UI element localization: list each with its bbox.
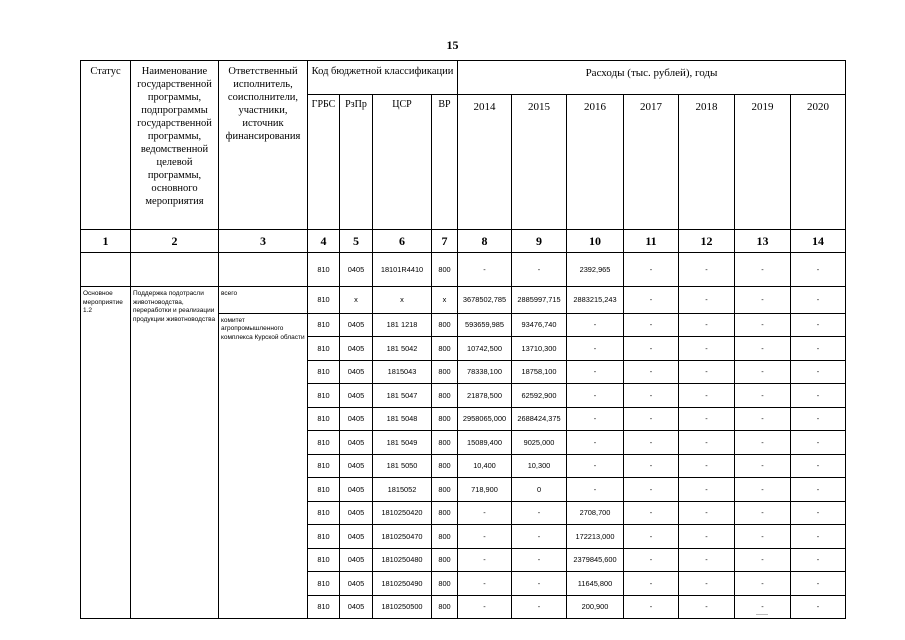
- table-cell: -: [624, 431, 679, 455]
- table-cell: 1810250500: [373, 595, 432, 619]
- column-number: 1: [81, 230, 131, 253]
- table-cell: 1810250480: [373, 548, 432, 572]
- table-cell: -: [735, 454, 791, 478]
- table-cell: -: [679, 548, 735, 572]
- table-cell: -: [735, 572, 791, 596]
- table-cell: 800: [432, 595, 458, 619]
- table-cell: 800: [432, 384, 458, 408]
- csr-header: ЦСР: [373, 95, 432, 230]
- table-cell: 10,400: [458, 454, 512, 478]
- table-cell: -: [735, 431, 791, 455]
- table-cell: -: [791, 572, 846, 596]
- table-cell: -: [567, 478, 624, 502]
- table-cell: -: [624, 337, 679, 361]
- table-cell: 810: [308, 337, 340, 361]
- table-cell: -: [735, 548, 791, 572]
- column-number: 4: [308, 230, 340, 253]
- budget-table: [80, 60, 846, 619]
- year-header: 2014: [458, 95, 512, 230]
- table-cell: -: [458, 595, 512, 619]
- table-cell: -: [735, 287, 791, 314]
- table-cell: 0405: [340, 454, 373, 478]
- table-cell: -: [512, 572, 567, 596]
- status-header: Статус: [81, 61, 131, 230]
- table-cell: -: [735, 501, 791, 525]
- table-cell: 62592,900: [512, 384, 567, 408]
- table-cell: -: [624, 313, 679, 337]
- table-cell: -: [735, 253, 791, 287]
- table-cell: -: [679, 454, 735, 478]
- table-cell: 15089,400: [458, 431, 512, 455]
- table-cell: -: [458, 548, 512, 572]
- table-cell: 810: [308, 287, 340, 314]
- table-cell: -: [679, 595, 735, 619]
- table-cell: 593659,985: [458, 313, 512, 337]
- table-cell: 13710,300: [512, 337, 567, 361]
- column-number: 7: [432, 230, 458, 253]
- table-cell: -: [735, 478, 791, 502]
- responsible-header: Ответственный исполнитель, соисполнители, участники, источник финансирования: [219, 61, 308, 230]
- table-cell: -: [735, 384, 791, 408]
- year-header: 2020: [791, 95, 846, 230]
- table-cell: -: [458, 501, 512, 525]
- table-cell: 800: [432, 478, 458, 502]
- table-cell: -: [624, 478, 679, 502]
- table-cell: -: [512, 253, 567, 287]
- year-header: 2017: [624, 95, 679, 230]
- table-cell: x: [340, 287, 373, 314]
- table-cell: 810: [308, 525, 340, 549]
- table-cell: -: [624, 572, 679, 596]
- table-cell: -: [679, 337, 735, 361]
- table-cell: -: [624, 253, 679, 287]
- table-cell: -: [679, 407, 735, 431]
- table-cell: -: [679, 253, 735, 287]
- table-cell: 810: [308, 595, 340, 619]
- table-cell: 0405: [340, 478, 373, 502]
- table-cell: 0405: [340, 384, 373, 408]
- table-cell: -: [624, 287, 679, 314]
- table-cell: 10742,500: [458, 337, 512, 361]
- table-cell: 810: [308, 478, 340, 502]
- table-cell: 1815043: [373, 360, 432, 384]
- table-cell: 810: [308, 384, 340, 408]
- table-cell: 2883215,243: [567, 287, 624, 314]
- table-cell: -: [735, 360, 791, 384]
- table-cell: x: [432, 287, 458, 314]
- table-cell: 800: [432, 407, 458, 431]
- table-cell: 0405: [340, 525, 373, 549]
- table-cell: -: [735, 313, 791, 337]
- table-cell: 181 5042: [373, 337, 432, 361]
- table-cell: 0405: [340, 501, 373, 525]
- table-cell: 10,300: [512, 454, 567, 478]
- table-cell: -: [735, 595, 791, 619]
- table-cell: 800: [432, 525, 458, 549]
- table-row: [81, 287, 846, 314]
- table-cell: -: [624, 501, 679, 525]
- table-cell: -: [679, 287, 735, 314]
- table-cell: -: [679, 572, 735, 596]
- table-cell: x: [373, 287, 432, 314]
- table-cell: -: [458, 572, 512, 596]
- year-header: 2015: [512, 95, 567, 230]
- vr-header: ВР: [432, 95, 458, 230]
- table-cell: -: [679, 313, 735, 337]
- table-cell: 1810250490: [373, 572, 432, 596]
- table-cell: -: [791, 360, 846, 384]
- table-cell: 810: [308, 501, 340, 525]
- table-cell: -: [567, 384, 624, 408]
- table-cell: 1810250470: [373, 525, 432, 549]
- table-cell: -: [567, 337, 624, 361]
- table-cell: 172213,000: [567, 525, 624, 549]
- column-number: 6: [373, 230, 432, 253]
- table-cell: -: [567, 407, 624, 431]
- table-cell: 800: [432, 431, 458, 455]
- table-cell: 0405: [340, 572, 373, 596]
- year-header: 2018: [679, 95, 735, 230]
- table-cell: 181 5050: [373, 454, 432, 478]
- column-number: 9: [512, 230, 567, 253]
- column-number: 2: [131, 230, 219, 253]
- table-cell: 2688424,375: [512, 407, 567, 431]
- rzpr-header: РзПр: [340, 95, 373, 230]
- table-cell: -: [624, 360, 679, 384]
- measure-executor: комитет агропромышленного комплекса Курской области: [219, 313, 308, 619]
- column-number: 3: [219, 230, 308, 253]
- table-cell: -: [735, 407, 791, 431]
- table-cell: -: [458, 253, 512, 287]
- table-cell: -: [791, 501, 846, 525]
- budget-code-header: Код бюджетной классификации: [308, 61, 458, 95]
- table-cell: -: [458, 525, 512, 549]
- table-cell: -: [791, 407, 846, 431]
- table-cell: -: [791, 478, 846, 502]
- table-cell: 800: [432, 501, 458, 525]
- table-cell: 800: [432, 313, 458, 337]
- table-cell: 3678502,785: [458, 287, 512, 314]
- table-cell: 810: [308, 572, 340, 596]
- column-number: 8: [458, 230, 512, 253]
- table-cell: 93476,740: [512, 313, 567, 337]
- table-cell: 810: [308, 548, 340, 572]
- table-cell: -: [624, 407, 679, 431]
- column-number: 11: [624, 230, 679, 253]
- table-cell: 0405: [340, 337, 373, 361]
- column-number: 5: [340, 230, 373, 253]
- table-cell: -: [735, 525, 791, 549]
- table-cell: 21878,500: [458, 384, 512, 408]
- table-cell: 810: [308, 407, 340, 431]
- column-number: 10: [567, 230, 624, 253]
- table-cell: 18758,100: [512, 360, 567, 384]
- column-number: 14: [791, 230, 846, 253]
- measure-name: Поддержка подотрасли животноводства, переработки и реализации продукции животноводства: [131, 287, 219, 619]
- table-cell: 1810250420: [373, 501, 432, 525]
- table-cell: -: [512, 525, 567, 549]
- table-cell: 0405: [340, 313, 373, 337]
- table-cell: -: [791, 454, 846, 478]
- table-cell: -: [512, 548, 567, 572]
- table-cell: -: [567, 454, 624, 478]
- table-cell: -: [624, 525, 679, 549]
- table-cell: -: [791, 253, 846, 287]
- table-cell: -: [624, 548, 679, 572]
- table-cell: -: [791, 384, 846, 408]
- table-cell: 810: [308, 431, 340, 455]
- empty-cell: [131, 253, 219, 287]
- table-cell: 0405: [340, 407, 373, 431]
- name-header: Наименование государственной программы, подпрограммы государственной программы, ведомственной целевой программы, основного мероприятия: [131, 61, 219, 230]
- table-cell: -: [735, 337, 791, 361]
- table-cell: 718,900: [458, 478, 512, 502]
- table-cell: 810: [308, 454, 340, 478]
- empty-cell: [219, 253, 308, 287]
- table-cell: 11645,800: [567, 572, 624, 596]
- table-cell: -: [679, 478, 735, 502]
- table-cell: -: [791, 313, 846, 337]
- table-row: [81, 253, 846, 287]
- table-cell: -: [567, 431, 624, 455]
- table-cell: -: [679, 384, 735, 408]
- table-cell: 78338,100: [458, 360, 512, 384]
- table-cell: 0405: [340, 360, 373, 384]
- table-cell: 2708,700: [567, 501, 624, 525]
- table-cell: 9025,000: [512, 431, 567, 455]
- table-cell: 2885997,715: [512, 287, 567, 314]
- table-cell: -: [679, 431, 735, 455]
- table-cell: 181 5047: [373, 384, 432, 408]
- year-header: 2019: [735, 95, 791, 230]
- table-cell: 2958065,000: [458, 407, 512, 431]
- year-header: 2016: [567, 95, 624, 230]
- table-cell: 0405: [340, 548, 373, 572]
- table-cell: -: [679, 501, 735, 525]
- table-cell: -: [791, 525, 846, 549]
- table-cell: 200,900: [567, 595, 624, 619]
- table-cell: -: [567, 360, 624, 384]
- table-cell: -: [791, 337, 846, 361]
- table-cell: -: [679, 525, 735, 549]
- scan-mark: [756, 614, 768, 615]
- table-cell: -: [624, 384, 679, 408]
- table-cell: 0405: [340, 595, 373, 619]
- empty-cell: [81, 253, 131, 287]
- table-cell: 810: [308, 253, 340, 287]
- grbs-header: ГРБС: [308, 95, 340, 230]
- table-cell: 181 5048: [373, 407, 432, 431]
- table-cell: -: [512, 595, 567, 619]
- table-cell: 2379845,600: [567, 548, 624, 572]
- table-cell: 800: [432, 253, 458, 287]
- column-number: 13: [735, 230, 791, 253]
- table-cell: 0: [512, 478, 567, 502]
- table-cell: -: [679, 360, 735, 384]
- table-cell: 800: [432, 572, 458, 596]
- measure-total-label: всего: [219, 287, 308, 314]
- table-cell: 181 5049: [373, 431, 432, 455]
- table-cell: 18101R4410: [373, 253, 432, 287]
- column-number: 12: [679, 230, 735, 253]
- table-cell: -: [791, 431, 846, 455]
- table-cell: 810: [308, 313, 340, 337]
- table-cell: 0405: [340, 431, 373, 455]
- table-cell: 800: [432, 454, 458, 478]
- table-cell: 800: [432, 548, 458, 572]
- table-cell: -: [567, 313, 624, 337]
- table-cell: -: [791, 548, 846, 572]
- table-cell: 800: [432, 337, 458, 361]
- table-cell: -: [624, 595, 679, 619]
- table-cell: -: [624, 454, 679, 478]
- table-cell: 0405: [340, 253, 373, 287]
- table-cell: -: [791, 287, 846, 314]
- table-cell: 1815052: [373, 478, 432, 502]
- measure-status: Основное мероприятие 1.2: [81, 287, 131, 619]
- expenses-header: Расходы (тыс. рублей), годы: [458, 61, 846, 95]
- table-cell: 810: [308, 360, 340, 384]
- table-cell: -: [791, 595, 846, 619]
- table-cell: 800: [432, 360, 458, 384]
- page-number: 15: [446, 38, 459, 52]
- table-cell: 181 1218: [373, 313, 432, 337]
- table-cell: 2392,965: [567, 253, 624, 287]
- table-cell: -: [512, 501, 567, 525]
